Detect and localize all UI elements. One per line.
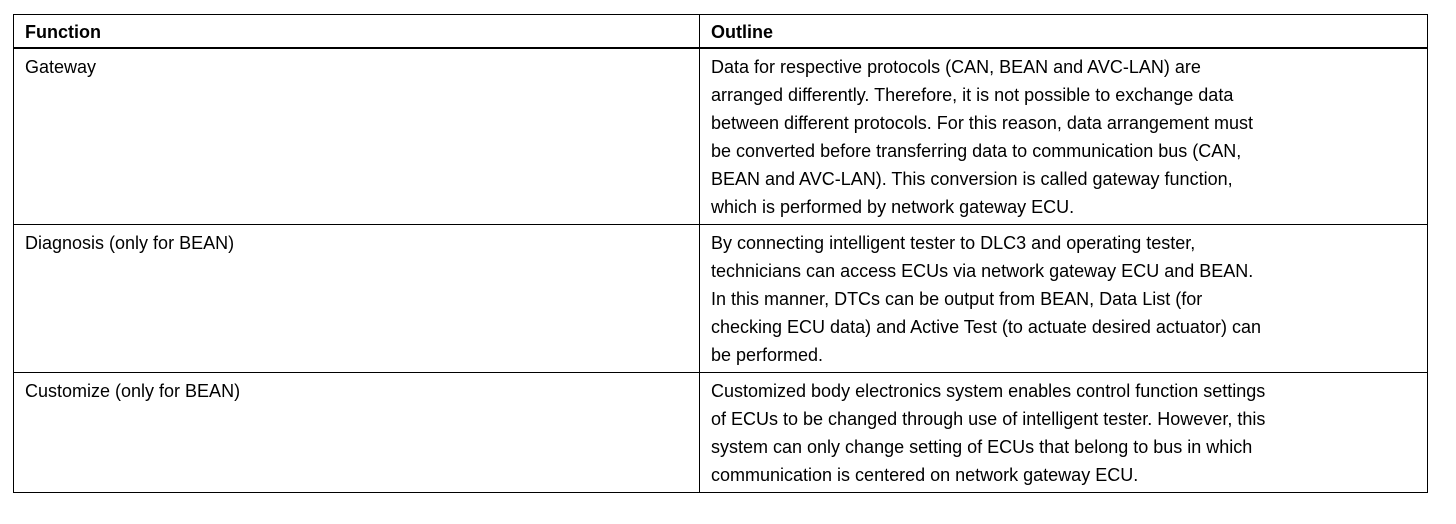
- function-cell: Diagnosis (only for BEAN): [14, 225, 700, 373]
- outline-cell: By connecting intelligent tester to DLC3 and operating tester, technicians can access ECUs via network gateway ECU and BEAN. In this manner, DTCs can be output from BEAN, Data List (for checking ECU data) and Active Test (to actuate desired actuator) can be performed.: [700, 225, 1428, 373]
- function-outline-table: [13, 14, 1428, 493]
- outline-cell: Data for respective protocols (CAN, BEAN and AVC-LAN) are arranged differently. Therefore, it is not possible to exchange data between different protocols. For this reason, data arrangement must be converted before transferring data to communication bus (CAN, BEAN and AVC-LAN). This conversion is called gateway function, which is performed by network gateway ECU.: [700, 48, 1428, 225]
- header-row: [14, 15, 1428, 49]
- table-row: [14, 48, 1428, 225]
- outline-cell: Customized body electronics system enables control function settings of ECUs to be changed through use of intelligent tester. However, this system can only change setting of ECUs that belong to bus in which communication is centered on network gateway ECU.: [700, 373, 1428, 493]
- table-body: [14, 48, 1428, 493]
- function-cell: Customize (only for BEAN): [14, 373, 700, 493]
- function-cell: Gateway: [14, 48, 700, 225]
- table-header: [14, 15, 1428, 49]
- header-outline: Outline: [700, 15, 1428, 49]
- table-row: [14, 225, 1428, 373]
- header-function: Function: [14, 15, 700, 49]
- table-row: [14, 373, 1428, 493]
